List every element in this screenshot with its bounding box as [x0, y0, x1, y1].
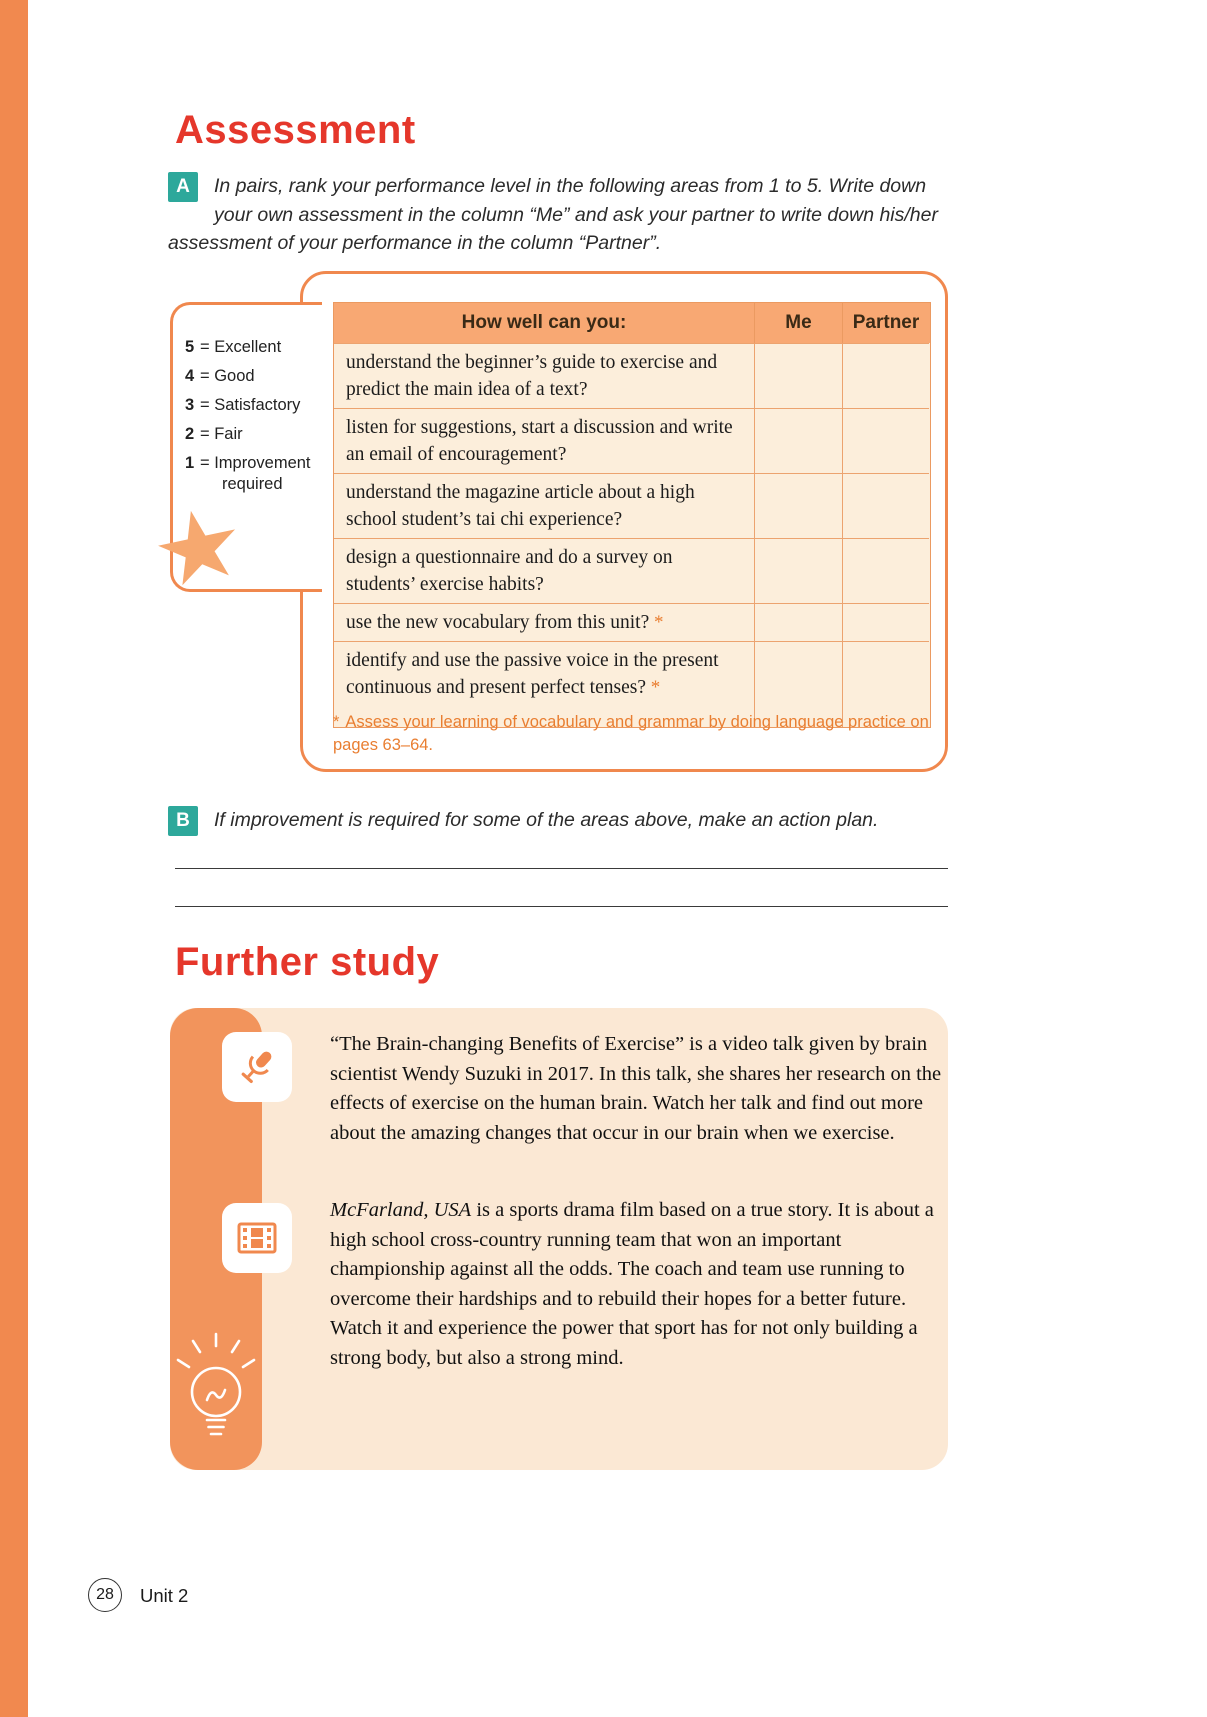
row-text: design a questionnaire and do a survey on students’ exercise habits?: [346, 547, 673, 595]
task-a-instruction: In pairs, rank your performance level in the following areas from 1 to 5. Write down your own assessment in the column “Me” and ask your partner to write down his/her assessment of your performance in the column “Partner”.: [168, 175, 938, 254]
me-answer-cell: [754, 408, 842, 473]
table-body: [334, 343, 930, 727]
table-row: [334, 538, 930, 603]
legend-number: 5: [185, 338, 195, 356]
legend-label: = Good: [200, 367, 255, 385]
assessment-heading: Assessment: [175, 108, 416, 152]
row-text: use the new vocabulary from this unit?: [346, 612, 650, 633]
legend-number: 3: [185, 396, 195, 414]
microphone-icon: [222, 1032, 292, 1102]
legend-label: = Excellent: [200, 338, 282, 356]
table-header-row: [334, 303, 930, 343]
assessment-table: [333, 302, 931, 728]
partner-answer-cell: [842, 408, 929, 473]
task-b-badge: B: [168, 806, 198, 836]
legend-label: = Fair: [200, 425, 243, 443]
row-text: understand the beginner’s guide to exercise and predict the main idea of a text?: [346, 352, 718, 400]
task-a-badge: A: [168, 172, 198, 202]
legend-item: [185, 453, 318, 495]
table-header-partner: Partner: [842, 303, 929, 343]
partner-answer-cell: [842, 473, 929, 538]
partner-answer-cell: [842, 603, 929, 641]
table-row: [334, 603, 930, 641]
table-row: [334, 343, 930, 408]
film-icon: [222, 1203, 292, 1273]
partner-answer-cell: [842, 538, 929, 603]
me-answer-cell: [754, 603, 842, 641]
footnote-asterisk: *: [333, 713, 340, 731]
row-text: listen for suggestions, start a discussion and write an email of encouragement?: [346, 417, 733, 465]
me-answer-cell: [754, 343, 842, 408]
lightbulb-icon: [166, 1330, 266, 1458]
table-header-question: How well can you:: [461, 312, 627, 333]
table-footnote: [333, 711, 933, 757]
page-edge-strip: [0, 0, 28, 1717]
me-answer-cell: [754, 538, 842, 603]
unit-label: Unit 2: [140, 1585, 189, 1606]
table-header-me: Me: [754, 303, 842, 343]
row-asterisk: *: [649, 612, 664, 633]
legend-number: 4: [185, 367, 195, 385]
me-answer-cell: [754, 473, 842, 538]
partner-answer-cell: [842, 343, 929, 408]
task-b: [168, 806, 956, 836]
task-b-instruction: If improvement is required for some of the areas above, make an action plan.: [214, 809, 879, 831]
legend-item: [185, 366, 318, 387]
row-text: identify and use the passive voice in the present continuous and present perfect tenses?: [346, 650, 719, 698]
task-a: [168, 172, 956, 258]
further-study-paragraph-film: [330, 1196, 944, 1373]
row-text: understand the magazine article about a high school student’s tai chi experience?: [346, 482, 695, 530]
legend-item: [185, 395, 318, 416]
further-study-paragraph-video: “The Brain-changing Benefits of Exercise” is a video talk given by brain scientist Wendy Suzuki in 2017. In this talk, she shares her research on the effects of exercise on the human brain. Watch her talk and find out more about the amazing changes that occur in our brain when we exercise.: [330, 1033, 942, 1144]
writing-line: [175, 906, 948, 907]
footnote-text: Assess your learning of vocabulary and grammar by doing language practice on pages 63–64.: [333, 713, 929, 754]
film-description: is a sports drama film based on a true story. It is about a high school cross-country running team that won an important championship against all the odds. The coach and team use running to overcome their hardships and to rebuild their hopes for a better future. Watch it and experience the power that sport has for not only building a strong body, but also a strong mind.: [330, 1199, 934, 1369]
page-number: 28: [88, 1578, 122, 1612]
legend-label: = Improvement required: [200, 454, 311, 493]
legend-item: [185, 424, 318, 445]
legend-label: = Satisfactory: [200, 396, 301, 414]
legend-item: [185, 337, 318, 358]
further-study-heading: Further study: [175, 940, 440, 984]
legend-number: 2: [185, 425, 195, 443]
table-row: [334, 408, 930, 473]
row-asterisk: *: [645, 677, 661, 698]
writing-line: [175, 868, 948, 869]
legend-number: 1: [185, 454, 195, 472]
film-title: McFarland, USA: [330, 1199, 472, 1221]
table-row: [334, 473, 930, 538]
